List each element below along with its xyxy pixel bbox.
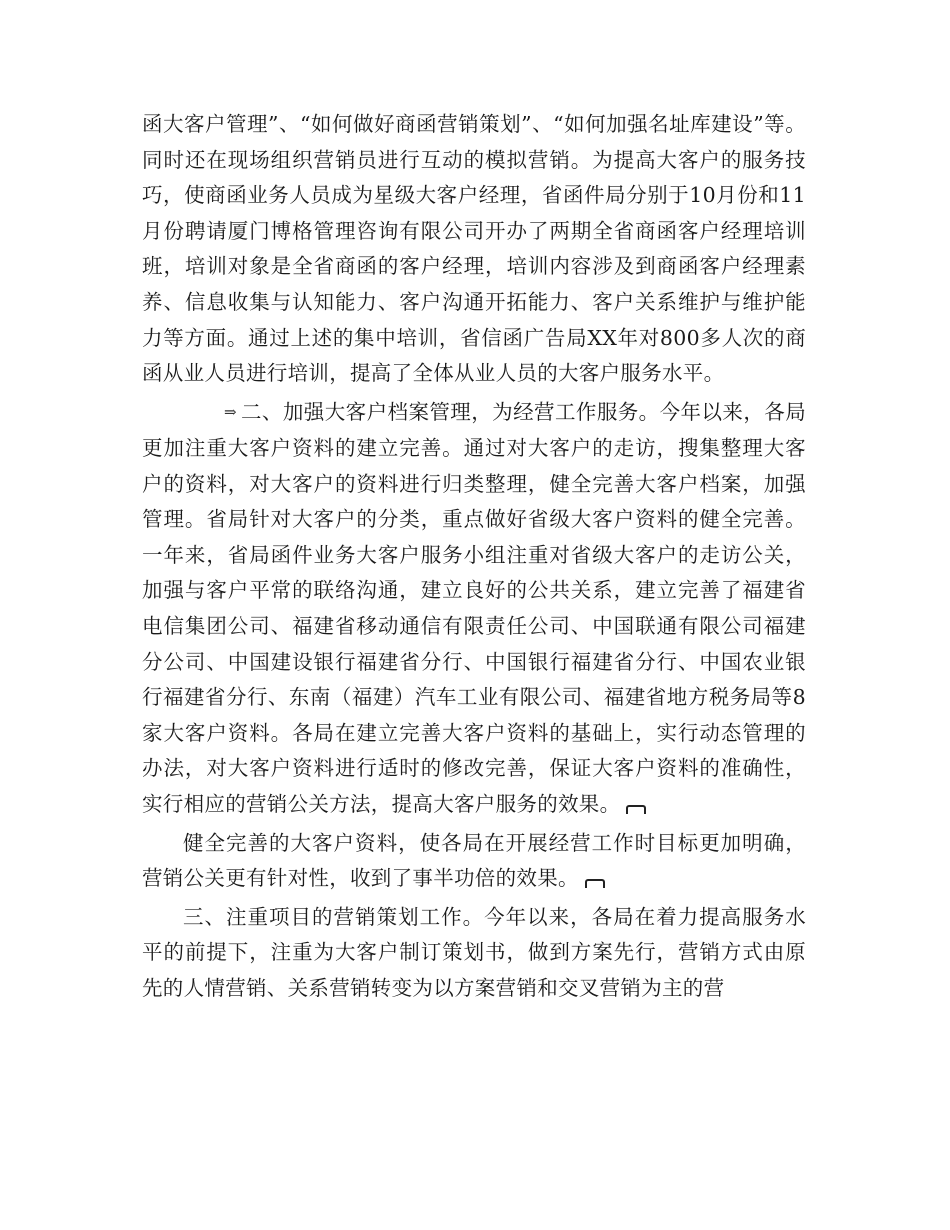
- paragraph-2: [142, 395, 806, 823]
- paragraph-1-text: 函大客户管理”、“如何做好商函营销策划”、“如何加强名址库建设”等。同时还在现场组织营销员进行互动的模拟营销。为提高大客户的服务技巧，使商函业务人员成为星级大客户经理，省函件局分别于10月份和11月份聘请厦门博格管理咨询有限公司开办了两期全省商函客户经理培训班，培训对象是全省商函的客户经理，培训内容涉及到商函客户经理素养、信息收集与认知能力、客户沟通开拓能力、客户关系维护与维护能力等方面。通过上述的集中培训，省信函广告局XX年对800多人次的商函从业人员进行培训，提高了全体从业人员的大客户服务水平。: [142, 112, 806, 386]
- section-break-icon: [626, 805, 646, 814]
- paragraph-3: [142, 826, 806, 897]
- paragraph-3-text: 健全完善的大客户资料，使各局在开展经营工作时目标更加明确，营销公关更有针对性，收到了事半功倍的效果。: [142, 830, 806, 891]
- section-break-icon: [585, 879, 605, 888]
- paragraph-4-text: 三、注重项目的营销策划工作。今年以来，各局在着力提高服务水平的前提下，注重为大客户制订策划书，做到方案先行，营销方式由原先的人情营销、关系营销转变为以方案营销和交叉营销为主的营: [142, 904, 806, 1000]
- paragraph-mark-icon: ⇒: [224, 403, 237, 422]
- paragraph-2-text: 二、加强大客户档案管理，为经营工作服务。今年以来，各局更加注重大客户资料的建立完善。通过对大客户的走访，搜集整理大客户的资料，对大客户的资料进行归类整理，健全完善大客户档案，加强管理。省局针对大客户的分类，重点做好省级大客户资料的健全完善。一年来，省局函件业务大客户服务小组注重对省级大客户的走访公关，加强与客户平常的联络沟通，建立良好的公共关系，建立完善了福建省电信集团公司、福建省移动通信有限责任公司、中国联通有限公司福建分公司、中国建设银行福建省分行、中国银行福建省分行、中国农业银行福建省分行、东南（福建）汽车工业有限公司、福建省地方税务局等8家大客户资料。各局在建立完善大客户资料的基础上，实行动态管理的办法，对大客户资料进行适时的修改完善，保证大客户资料的准确性，实行相应的营销公关方法，提高大客户服务的效果。: [142, 399, 806, 816]
- document-body: [142, 107, 806, 1007]
- paragraph-4: [142, 900, 806, 1007]
- paragraph-1: [142, 107, 806, 392]
